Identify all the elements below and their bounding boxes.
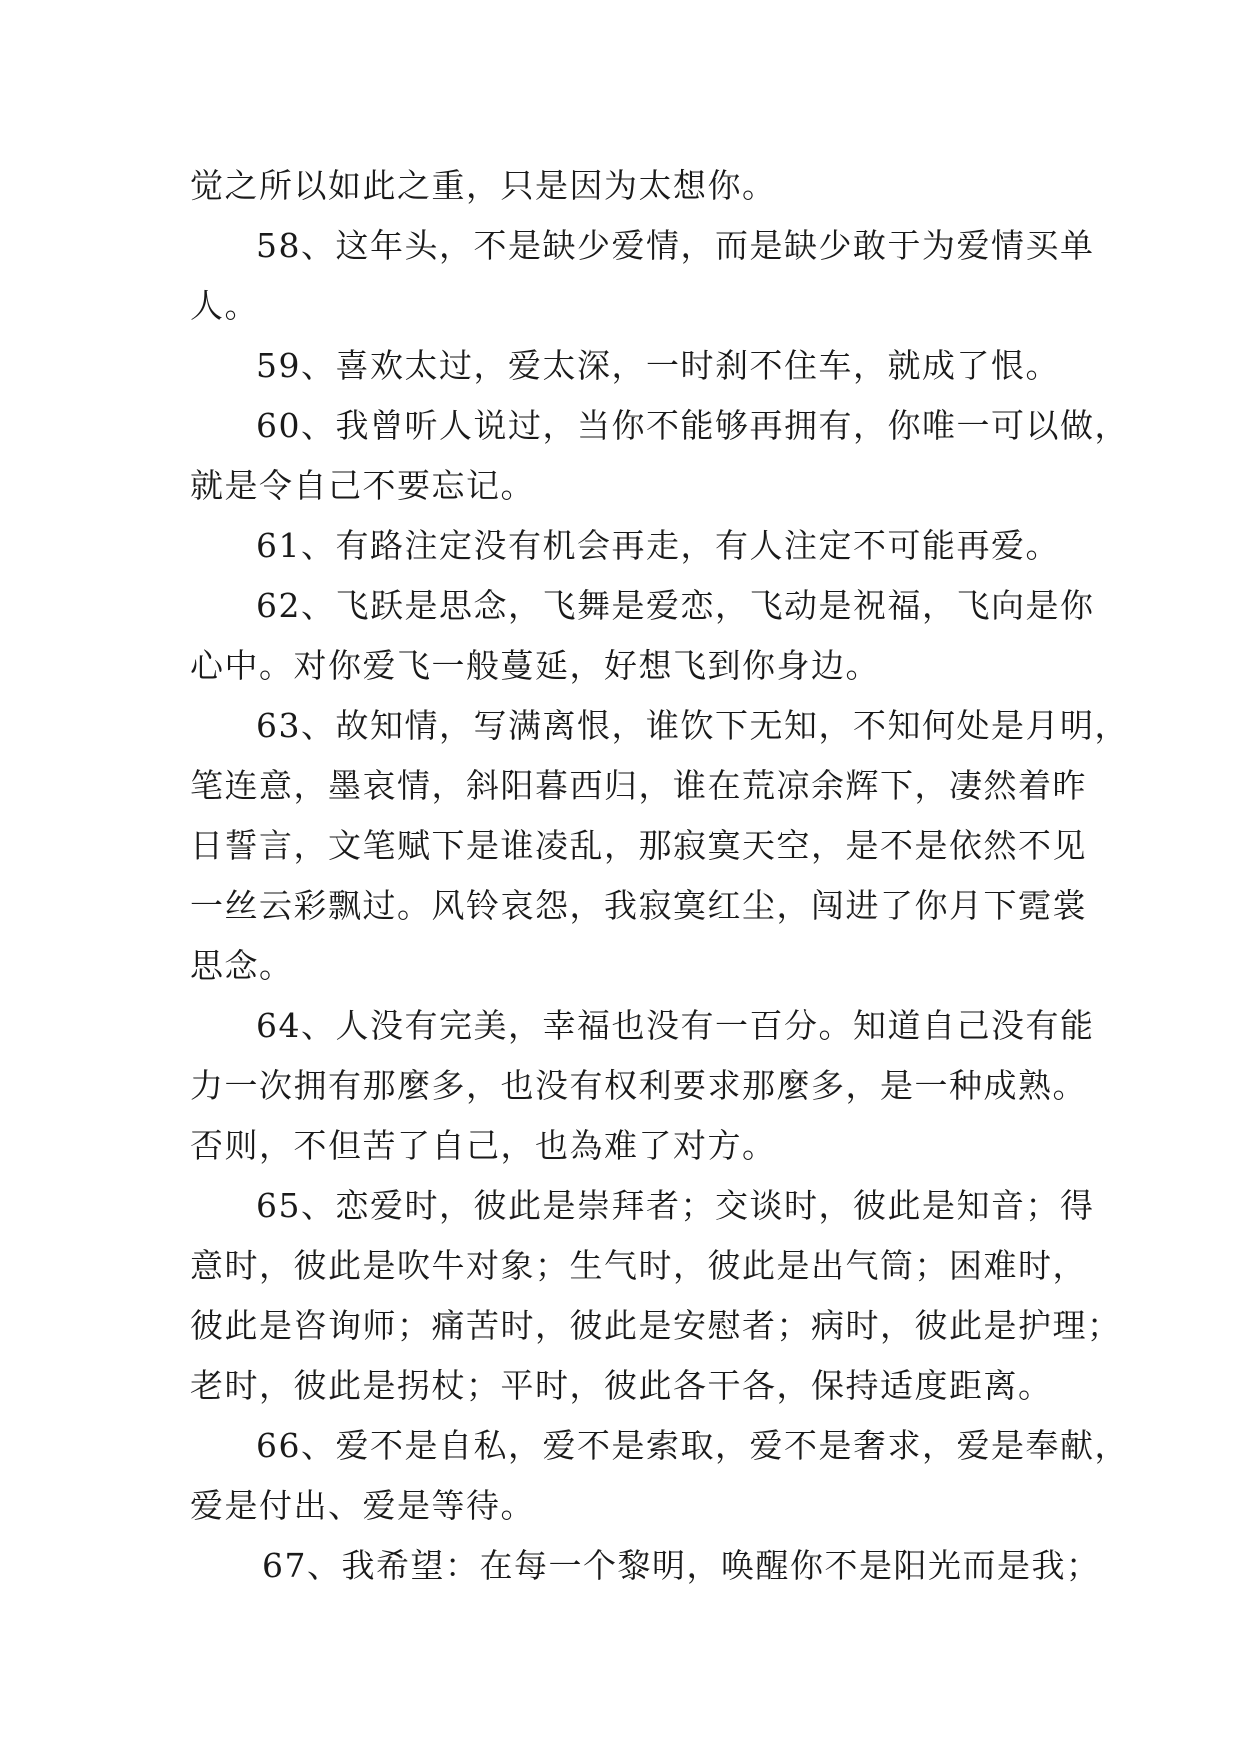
text-line: 力一次拥有那麼多，也没有权利要求那麼多，是一种成熟。	[190, 1066, 1087, 1105]
text-line: 爱是付出、爱是等待。	[190, 1486, 535, 1525]
paragraph-58: 58、这年头，不是缺少爱情，而是缺少敢于为爱情买单	[256, 226, 1095, 265]
text-line: 一丝云彩飘过。风铃哀怨，我寂寞红尘，闯进了你月下霓裳	[190, 886, 1087, 925]
text-line: 日誓言，文笔赋下是谁凌乱，那寂寞天空，是不是依然不见	[190, 826, 1087, 865]
paragraph-64: 64、人没有完美，幸福也没有一百分。知道自己没有能	[256, 1006, 1095, 1045]
text-line: 笔连意，墨哀情，斜阳暮西归，谁在荒凉余辉下，凄然着昨	[190, 766, 1087, 805]
paragraph-60: 60、我曾听人说过，当你不能够再拥有，你唯一可以做，	[256, 406, 1129, 445]
text-line: 就是令自己不要忘记。	[190, 466, 535, 505]
text-line: 彼此是咨询师；痛苦时，彼此是安慰者；病时，彼此是护理；	[190, 1306, 1122, 1345]
text-line: 人。	[190, 286, 259, 325]
paragraph-61: 61、有路注定没有机会再走，有人注定不可能再爱。	[256, 526, 1060, 565]
document-page	[190, 156, 1129, 1596]
text-line: 心中。对你爱飞一般蔓延，好想飞到你身边。	[190, 646, 880, 685]
paragraph-67: 67、我希望：在每一个黎明，唤醒你不是阳光而是我；	[262, 1546, 1101, 1585]
paragraph-62: 62、飞跃是思念，飞舞是爱恋，飞动是祝福，飞向是你	[256, 586, 1095, 625]
paragraph-65: 65、恋爱时，彼此是崇拜者；交谈时，彼此是知音；得	[256, 1186, 1095, 1225]
text-line: 否则，不但苦了自己，也為难了对方。	[190, 1126, 777, 1165]
text-line: 觉之所以如此之重，只是因为太想你。	[190, 166, 777, 205]
paragraph-66: 66、爱不是自私，爱不是索取，爱不是奢求，爱是奉献，	[256, 1426, 1129, 1465]
paragraph-63: 63、故知情，写满离恨，谁饮下无知，不知何处是月明，	[256, 706, 1129, 745]
text-line: 思念。	[190, 946, 294, 985]
paragraph-59: 59、喜欢太过，爱太深，一时刹不住车，就成了恨。	[256, 346, 1060, 385]
text-line: 意时，彼此是吹牛对象；生气时，彼此是出气筒；困难时，	[190, 1246, 1087, 1285]
text-line: 老时，彼此是拐杖；平时，彼此各干各，保持适度距离。	[190, 1366, 1053, 1405]
